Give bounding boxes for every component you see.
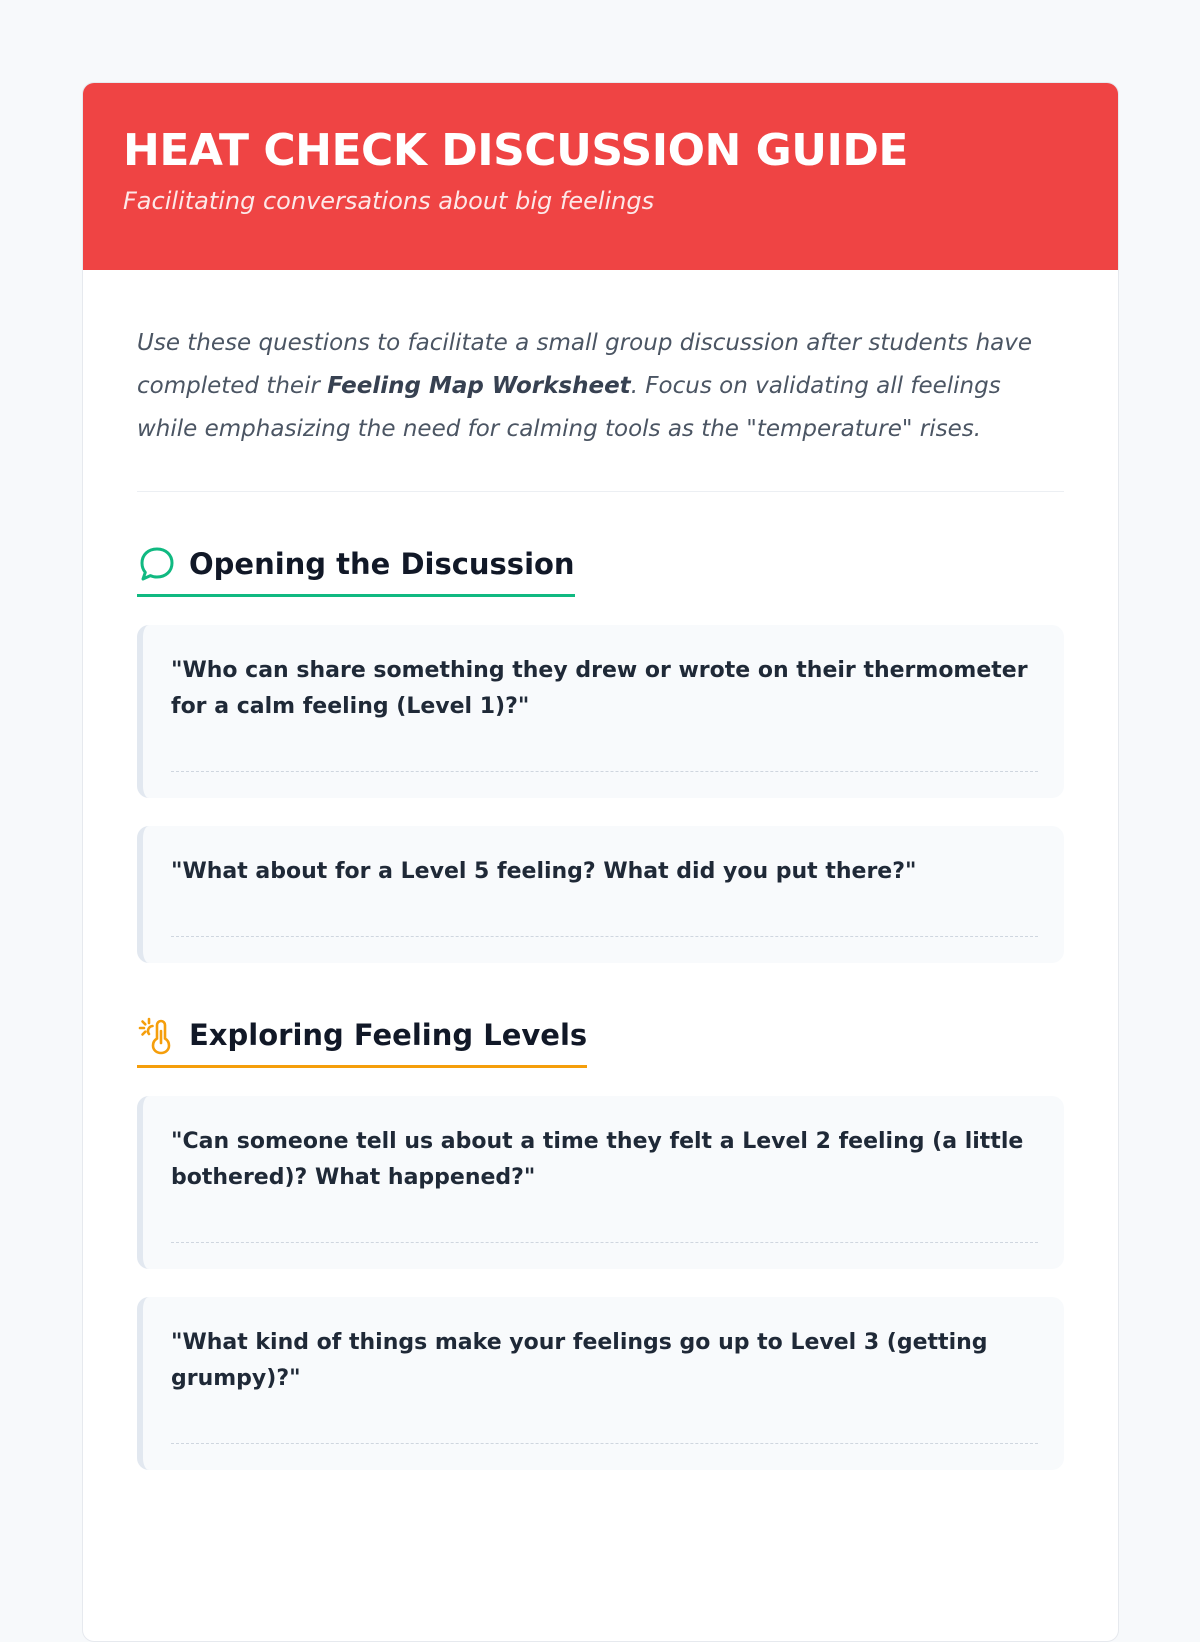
section-title: Exploring Feeling Levels — [189, 1018, 588, 1052]
guide-card — [82, 82, 1119, 1642]
answer-line[interactable] — [171, 936, 1038, 937]
answer-line[interactable] — [171, 1443, 1038, 1444]
section-opening — [137, 544, 1064, 963]
intro-text-end: . Focus on validating all feelings while emphasizing the need for calming tools as the "temperature" rises. — [137, 373, 1001, 442]
intro-worksheet-name: Feeling Map Worksheet — [327, 373, 631, 399]
answer-line[interactable] — [171, 1242, 1038, 1243]
question-text: "Can someone tell us about a time they felt a Level 2 feeling (a little bothered)? What happened?" — [171, 1129, 1024, 1190]
thermometer-sun-icon — [137, 1015, 177, 1055]
guide-body — [83, 270, 1118, 1470]
guide-header — [83, 83, 1118, 270]
question-text: "Who can share something they drew or wrote on their thermometer for a calm feeling (Level 1)?" — [171, 658, 1028, 719]
question-card — [137, 1096, 1064, 1269]
speech-bubble-icon — [137, 544, 177, 584]
answer-line[interactable] — [171, 771, 1038, 772]
section-heading — [137, 1015, 587, 1068]
intro-paragraph — [137, 322, 1064, 492]
page-subtitle: Facilitating conversations about big feelings — [123, 187, 655, 215]
question-text: "What about for a Level 5 feeling? What did you put there?" — [171, 859, 917, 884]
section-exploring — [137, 1015, 1064, 1470]
question-card — [137, 826, 1064, 963]
intro-text-start: Use these questions to facilitate a small group discussion after students have completed their — [137, 330, 1033, 399]
section-heading — [137, 544, 575, 597]
question-card — [137, 625, 1064, 798]
page-title: HEAT CHECK DISCUSSION GUIDE — [123, 125, 908, 176]
question-card — [137, 1297, 1064, 1470]
section-title: Opening the Discussion — [189, 547, 575, 581]
question-text: "What kind of things make your feelings go up to Level 3 (getting grumpy)?" — [171, 1330, 988, 1391]
